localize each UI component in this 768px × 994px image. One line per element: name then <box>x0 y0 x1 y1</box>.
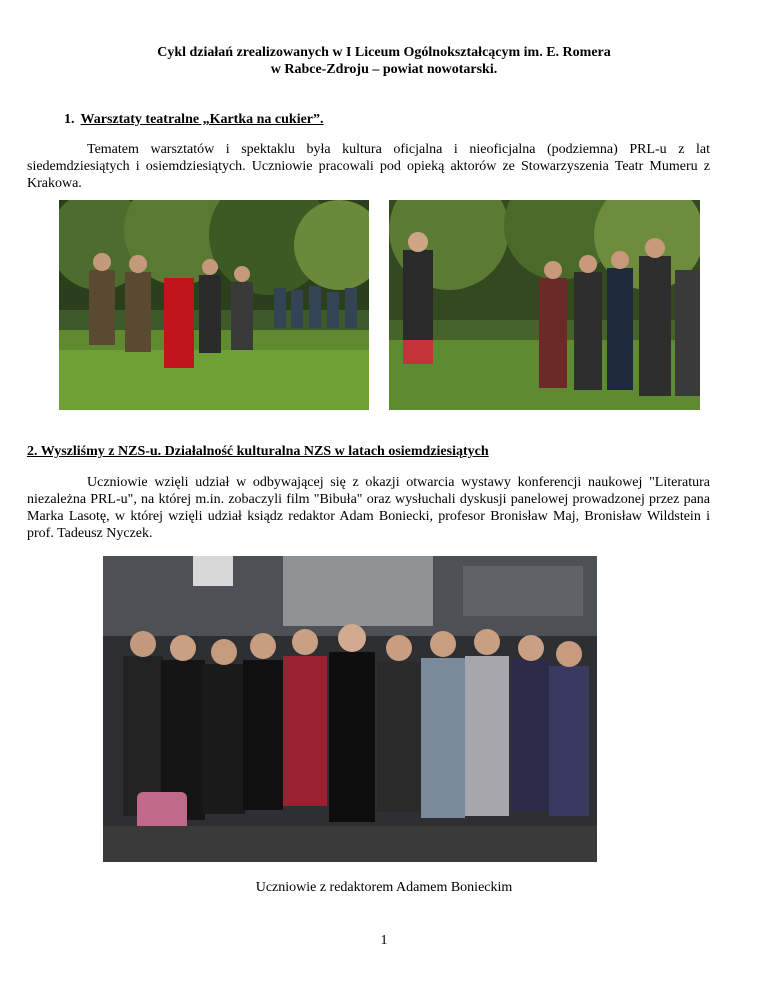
section-1-title: Warsztaty teatralne „Kartka na cukier”. <box>80 112 324 127</box>
group-photo <box>103 556 597 862</box>
theatre-workshop-photo-right <box>389 200 700 410</box>
section-1-heading <box>64 112 324 128</box>
document-title <box>0 44 768 78</box>
title-line-1: Cykl działań zrealizowanych w I Liceum Ogólnokształcącym im. E. Romera <box>157 45 611 60</box>
title-line-2: w Rabce-Zdroju – powiat nowotarski. <box>270 62 498 77</box>
section-1-number: 1. <box>64 112 75 127</box>
section-1-paragraph: Tematem warsztatów i spektaklu była kultura oficjalna i nieoficjalna (podziemna) PRL-u z lat siedemdziesiątych i osiemdziesiątych. Uczniowie pracowali pod opieką aktorów ze Stowarzyszenia Teatr Mumeru z Krakowa. <box>27 142 710 191</box>
page-number: 1 <box>380 933 388 948</box>
group-photo-caption: Uczniowie z redaktorem Adamem Bonieckim <box>255 880 513 895</box>
section-2-heading: 2. Wyszliśmy z NZS-u. Działalność kulturalna NZS w latach osiemdziesiątych <box>27 444 489 459</box>
theatre-workshop-photo-left <box>59 200 369 410</box>
section-2-paragraph: Uczniowie wzięli udział w odbywającej się z okazji otwarcia wystawy konferencji naukowej "Literatura niezależna PRL-u", na której m.in. zobaczyli film "Bibuła" oraz wysłuchali dyskusji panelowej prowadzonej przez pana Marka Lasotę, w której wzięli udział ksiądz redaktor Adam Boniecki, profesor Bronisław Maj, Bronisław Wildstein i prof. Tadeusz Nyczek. <box>27 475 710 541</box>
